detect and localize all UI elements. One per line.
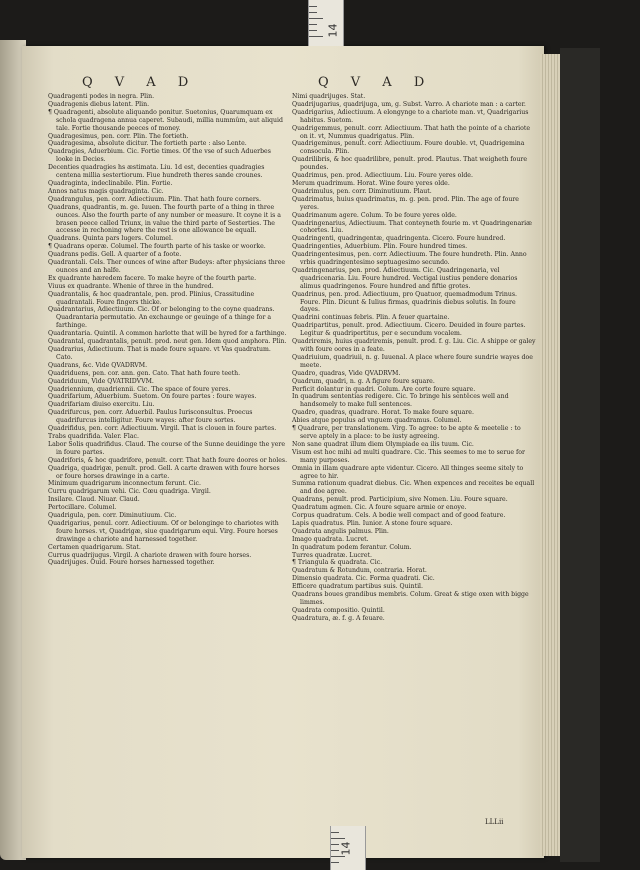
dictionary-entry: ¶ Quadragenti, absolute aliquando ponitur. Suetonius, Quarumquam ex schola quadragena annua caperet. Subaudi, millia nummûm, aut aliquid tale. Fortie thousande peeces of money.	[48, 108, 283, 132]
dictionary-entry: Certamen quadrigarum. Stat.	[48, 543, 141, 551]
dictionary-entry: Quadrantali. Cels. Ther ounces of wine after Budeys: after physicians three ounces and an halfe.	[48, 259, 286, 274]
dictionary-entry: Quadringenti, quadringentæ, quadringenta. Cicero. Foure hundred.	[292, 235, 506, 243]
dictionary-entry: Quadragesimus, pen. corr. Plin. The fortieth.	[48, 132, 189, 140]
ruler-bottom	[330, 826, 366, 870]
dictionary-entry: ¶ Quadrans operæ. Columel. The fourth parte of his taske or woorke.	[48, 243, 266, 251]
dictionary-entry: Quadrifurcus, pen. corr. Aduerbil. Paulus Iurisconsultus. Proecus quadrifurcus intelligitur. Foure wayes: after foure sortes.	[48, 409, 253, 425]
dictionary-entry: Quadringenarius, pen. prod. Adiectiuum. Cic. Quadringenaria, vel quadricenaria. Liu. Foure hundred. Vectigal iustius pendere donarios alimus quadringenos. Foure hundred and fiftie grotes.	[292, 266, 518, 290]
dictionary-entry: Decenties quadragies hs æstimata. Liu. 1d est, decenties quadragies centena millia sestertiorum. Fiue hundreth theres sande crounes.	[48, 164, 265, 180]
dictionary-entry: Perficit dolantur in quadri. Colum. Are corte foure square.	[292, 385, 476, 393]
dictionary-entry: Quadringentesimus, pen. corr. Adiectiuum. The foure hundreth. Plin. Anno vrbis quadringentesimo septuagesimo secundo.	[292, 251, 527, 267]
dictionary-entry: Quadrum, quadri, n. g. A figure foure square.	[292, 377, 435, 385]
dictionary-entry: Turres quadratæ. Lucret.	[292, 551, 372, 559]
dictionary-entry: Visum est hoc mihi ad multi quadrare. Cic. This seemes to me to serue for many purposes.	[292, 448, 525, 464]
dictionary-entry: Quadriduens, pen. cor. ann. gen. Cato. That hath foure teeth.	[48, 369, 241, 377]
dictionary-entry: Quadraginta, indeclinabile. Plin. Fortie.	[48, 179, 173, 187]
dictionary-entry: Quadripartitus, penult. prod. Adiectiuum. Cicero. Deuided in foure partes. Legitur & quadripertitus, per e secundum vocalem.	[292, 322, 526, 338]
dictionary-entry: Quadrantarius, Adiectiuum. Cic. Of or belonging to the coyne quadrans. Quadrantaria permutatio. An exchaunge or geuinge of a thinge for a farthinge.	[48, 306, 275, 330]
signature-mark: LLLii	[485, 818, 504, 826]
running-header-left: Q V A D	[82, 75, 198, 90]
dictionary-entry: ¶ Quadrare, per translationem. Virg. To agree: to be apte & meetelie : to serve aptely in a place: to be iusty agreeing.	[292, 425, 521, 440]
dictionary-entry: Quadriduum, Vide QVATRIDVVM.	[48, 377, 154, 385]
dictionary-entry: Quadriremis, huius quadriremis, penult. prod. f. g. Liu. Cic. A shippe or galey with foure oores in a feate.	[292, 338, 536, 353]
dictionary-entry: Quadrans boues grandibus membris. Colum. Great & stige oxen with bigge limmes.	[292, 591, 529, 606]
dictionary-entry: Quadrilibris, & hoc quadrilibre, penult. prod. Plautus. That weigheth foure poundes.	[292, 156, 528, 172]
dictionary-entry: Currus quadrijugus. Virgil. A chariote drawen with foure horses.	[48, 551, 252, 559]
dictionary-entry: Annos natus magis quadraginta. Cic.	[48, 187, 164, 195]
dictionary-entry: Quadro, quadras, Vide QVADRVM.	[292, 369, 401, 377]
dictionary-entry: Quadriennium, quadriennii. Cic. The space of foure yeres.	[48, 385, 231, 393]
dictionary-entry: Quadrigarius, penul. corr. Adiectiuum. Of or belonginge to chariotes with foure horses. vt, Quadrigæ, siue quadrigarum equi. Virg. Foure horses drawinge a chariote and harnessed together.	[48, 519, 279, 543]
dictionary-entry: Quadrifariam diuiso exercitu. Liu.	[48, 401, 155, 409]
dictionary-entry: Summa rationum quadrat diebus. Cic. When expences and receites be equall and doe agree.	[292, 480, 535, 496]
left-column	[48, 93, 288, 567]
dictionary-entry: Viuus ex quadrante. Whenie of three in the hundred.	[48, 282, 214, 290]
dictionary-entry: Quadragies, Aduerbium. Cic. Fortie times. Of the vse of such Aduerbes looke in Decies.	[48, 148, 271, 164]
dictionary-entry: Quadratum agmen. Cic. A foure square armie or enoye.	[292, 504, 467, 512]
dictionary-entry: Quadrigula, pen. corr. Diminutiuum. Cic.	[48, 512, 177, 520]
dictionary-entry: Quadriforis, & hoc quadrifore, penult. corr. That hath foure doores or holes.	[48, 456, 288, 464]
dictionary-entry: Quadragesima, absolute dicitur. The fortieth parte : also Lente.	[48, 140, 247, 148]
dictionary-entry: In quadrum sententias redigere. Cic. To bringe his sentêces well and handsomely to make full sentences.	[292, 393, 509, 409]
dictionary-entry: Corpus quadratum. Cels. A bodie well compact and of good feature.	[292, 512, 506, 520]
ruler-bottom-label: 14	[339, 841, 353, 856]
dictionary-entry: Dimensio quadrata. Cic. Forma quadrati. Cic.	[292, 575, 435, 583]
dictionary-entry: Quadrinus, pen. prod. Adiectiuum, pro Quatuor, quemadmodum Trinus. Foure. Plin. Dicunt & Iulius firmas, quadrinis diebus solutis. In foure dayes.	[292, 290, 518, 314]
dictionary-entry: Quadragenis diebus latent. Plin.	[48, 100, 150, 108]
dictionary-entry: Quadrans, &c. Vide QVADRVM.	[48, 361, 148, 369]
dictionary-entry: Quadringenties, Aduerbium. Plin. Foure hundred times.	[292, 243, 468, 251]
dictionary-entry: Quadro, quadras, quadrare. Horat. To make foure square.	[292, 409, 474, 417]
dictionary-entry: Nimi quadrijuges. Stat.	[292, 93, 366, 100]
dictionary-entry: Merum quadrimum. Horat. Wine foure yeres olde.	[292, 179, 450, 187]
dictionary-entry: Quadrifarium, Aduerbium. Suetom. On foure partes : foure wayes.	[48, 393, 257, 401]
dictionary-entry: Quadriuium, quadriuii, n. g. Iuuenal. A place where foure sundrie wayes doe meete.	[292, 353, 533, 369]
dictionary-entry: Quadragenti podes in negra. Plin.	[48, 93, 155, 100]
dictionary-entry: Quadriga, quadrigæ, penult. prod. Gell. A carte drawen with foure horses or foure horses drawinge in a carte.	[48, 464, 280, 480]
dictionary-entry: Minimum quadrigarum inconnectum ferunt. Cic.	[48, 480, 201, 488]
running-header-right: Q V A D	[318, 75, 434, 90]
dictionary-entry: Quadrans. Quinta pars lugers. Columel.	[48, 235, 173, 243]
ruler-top	[308, 0, 344, 46]
ruler-top-label: 14	[326, 23, 340, 38]
dictionary-entry: Insilare. Claud. Niuar. Claud.	[48, 496, 140, 504]
dictionary-entry: Quadrijuges. Ouid. Foure horses harnessed together.	[48, 559, 215, 567]
dictionary-entry: Efficere quadratum partibus suis. Quintil.	[292, 583, 423, 591]
dictionary-entry: Quadratum & Rotundum, contraria. Horat.	[292, 567, 427, 575]
dictionary-entry: Quadrata angulis palmus. Plin.	[292, 527, 389, 535]
dictionary-entry: Quadrifidus, pen. corr. Adiectiuum. Virgil. That is clouen in foure partes.	[48, 425, 277, 433]
dictionary-entry: Quadrans pedis. Gell. A quarter of a foote.	[48, 251, 182, 259]
dictionary-entry: Quadrigarius, Adiectiuum. A elongynge to a chariote man. vt, Quadrigarius habitus. Suetom.	[292, 108, 529, 124]
dictionary-entry: Non sane quadrat illum diem Olympiade ea ilis tuum. Cic.	[292, 440, 474, 448]
dictionary-entry: Quadrimulus, pen. corr. Diminutiuum. Plaut.	[292, 187, 432, 195]
dictionary-entry: Quadrantal, quadrantalis, penult. prod. neut gen. Idem quod amphora. Plin.	[48, 338, 287, 346]
dictionary-entry: Quadrimanum agere. Colum. To be foure yeres olde.	[292, 211, 457, 219]
dictionary-entry: Quadrans, quadrantis, m. ge. Iuuen. The fourth parte of a thing in three ounces. Also the fourth parte of any number or measure. It coyne it is a brasen peece called Triunx, in value the third parte of Sesterties. The accesse in rechoning where the rest is one allowance be equall.	[48, 203, 281, 235]
dictionary-entry: Omnia in illam quadrare apte videntur. Cicero. All thinges seeme sitely to agree to hir.	[292, 464, 524, 480]
dictionary-entry: Pertocillare. Columel.	[48, 504, 117, 512]
dictionary-entry: Curru quadrigarum vehi. Cic. Cœu quadriga. Virgil.	[48, 488, 211, 496]
dictionary-entry: Abies atque populus ad vnguem quadramus. Columel.	[292, 417, 462, 425]
dictionary-entry: Quadrangulus, pen. corr. Adiectiuum. Plin. That hath foure corners.	[48, 195, 261, 203]
book-cover	[560, 48, 600, 862]
dictionary-entry: Quadrimatus, huius quadrimatus, m. g. pen. prod. Plin. The age of foure yeres.	[292, 195, 519, 211]
dictionary-entry: Quadrigeminus, penult. corr. Adiectiuum. Foure double. vt, Quadrigemina consocula. Plin.	[292, 140, 525, 156]
dictionary-entry: Quadratura, æ. f. g. A feuare.	[292, 614, 385, 622]
dictionary-entry: Trabs quadrifida. Valer. Flac.	[48, 432, 139, 440]
dictionary-entry: Quadrantalis, & hoc quadrantale, pen. prod. Plinius, Crassitudine quadrantali. Foure fingers thicke.	[48, 290, 255, 306]
dictionary-entry: Lapis quadratus. Plin. Iunior. A stone foure square.	[292, 519, 453, 527]
dictionary-entry: Quadrata compositio. Quintil.	[292, 606, 385, 614]
dictionary-entry: Quadringenarius, Adiectiuum. That conteyneth fourie m. vt Quadringenariæ cohortes. Liu.	[292, 219, 532, 235]
dictionary-entry: Ex quadrante hæredem facere. To make heyre of the fourth parte.	[48, 274, 257, 282]
dictionary-entry: Imago quadrata. Lucret.	[292, 535, 369, 543]
dictionary-entry: ¶ Triangula & quadrata. Cic.	[292, 559, 383, 567]
dictionary-entry: Quadrijugarius, quadrijuga, um, g. Subst. Varro. A chariote man : a carter.	[292, 100, 526, 108]
dictionary-entry: Quadrimus, pen. prod. Adiectiuum. Liu. Foure yeres olde.	[292, 172, 473, 180]
dictionary-entry: Quadrigemmus, penult. corr. Adiectiuum. That hath the pointe of a chariote on it. vt, Nummus quadrigatus. Plin.	[292, 124, 531, 140]
page-stack-edge	[540, 54, 562, 856]
dictionary-entry: Labor Solis quadrifidus. Claud. The course of the Sunne deuidinge the yere in foure partes.	[48, 440, 286, 456]
dictionary-entry: Quadrarius, Adiectiuum. That is made foure square. vt Vas quadratum. Cato.	[48, 346, 271, 361]
dictionary-entry: In quadratum podem ferantur. Colum.	[292, 543, 412, 551]
dictionary-entry: Quadrans, penult. prod. Participium, sive Nomen. Liu. Foure square.	[292, 496, 508, 504]
dictionary-entry: Quadrini continuas febris. Plin. A feuer quartaine.	[292, 314, 450, 322]
right-column	[292, 93, 536, 623]
dictionary-entry: Quadrantaria. Quintil. A common harlotte that will be hyred for a farthinge.	[48, 330, 287, 338]
